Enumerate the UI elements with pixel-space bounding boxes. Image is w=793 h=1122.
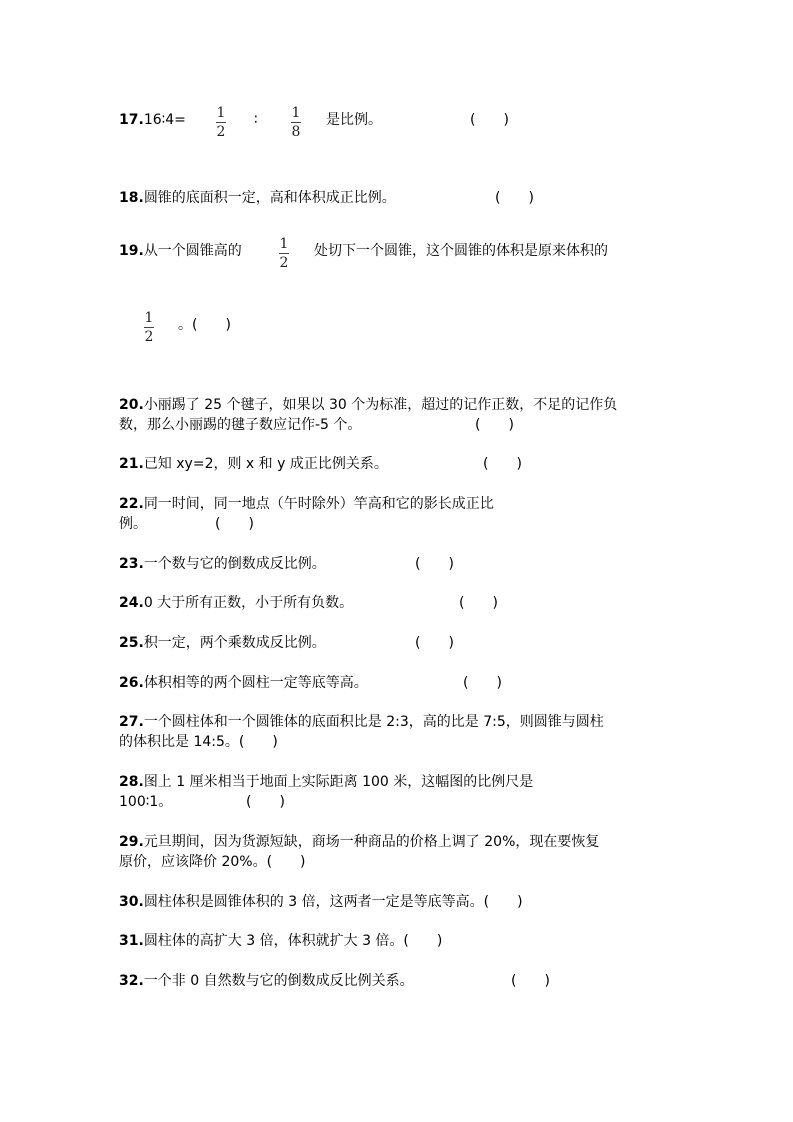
- question-30: [119, 892, 523, 912]
- answer-blank[interactable]: ( ): [415, 635, 454, 651]
- question-text-line2: 的体积比是 14:5。( ): [119, 734, 278, 750]
- question-number: 21.: [119, 456, 144, 472]
- question-31: [119, 931, 442, 951]
- answer-blank[interactable]: ( ): [470, 112, 509, 128]
- numerator: 1: [291, 105, 301, 121]
- question-number: 31.: [119, 933, 144, 949]
- question-32: [119, 971, 414, 991]
- ratio-colon: ∶: [254, 112, 258, 128]
- question-text: 一个圆柱体和一个圆锥体的底面积比是 2:3，高的比是 7:5，则圆锥与圆柱: [143, 714, 604, 730]
- question-18: [119, 188, 396, 208]
- question-text: 16∶4=: [143, 112, 186, 128]
- answer-blank[interactable]: ( ): [483, 456, 522, 472]
- numerator: 1: [144, 310, 154, 326]
- question-number: 24.: [119, 595, 144, 611]
- question-text: 一个非 0 自然数与它的倒数成反比例关系。: [143, 973, 414, 989]
- question-number: 25.: [119, 635, 144, 651]
- question-22: [119, 494, 494, 514]
- question-text-line2: 原价，应该降价 20%。( ): [119, 854, 306, 870]
- denominator: 8: [291, 124, 301, 140]
- question-text-line2: 例。: [119, 516, 147, 532]
- question-17: [119, 110, 186, 130]
- fraction: [216, 106, 226, 139]
- question-text: 处切下一个圆锥，这个圆锥的体积是原来体积的: [314, 243, 608, 259]
- fraction: [279, 237, 289, 270]
- answer-blank[interactable]: ( ): [459, 595, 498, 611]
- question-number: 22.: [119, 496, 144, 512]
- question-number: 26.: [119, 675, 144, 691]
- question-text: 圆柱体积是圆锥体积的 3 倍，这两者一定是等底等高。( ): [143, 894, 523, 910]
- question-number: 23.: [119, 556, 144, 572]
- question-number: 19.: [119, 243, 144, 259]
- question-26: [119, 673, 368, 693]
- question-number: 20.: [119, 397, 144, 413]
- question-text: 0 大于所有正数，小于所有负数。: [143, 595, 354, 611]
- question-text: 是比例。: [326, 112, 382, 128]
- question-text-line2: 数，那么小丽踢的毽子数应记作-5 个。: [119, 417, 362, 433]
- question-text: 图上 1 厘米相当于地面上实际距离 100 米，这幅图的比例尺是: [143, 774, 534, 790]
- question-text-line2: 100∶1。: [119, 794, 173, 810]
- question-20: [119, 395, 617, 415]
- question-text: 元旦期间，因为货源短缺，商场一种商品的价格上调了 20%，现在要恢复: [143, 834, 600, 850]
- answer-blank[interactable]: ( ): [475, 417, 514, 433]
- question-number: 30.: [119, 894, 144, 910]
- fraction: [144, 311, 154, 344]
- question-number: 32.: [119, 973, 144, 989]
- question-number: 18.: [119, 190, 144, 206]
- question-text: 小丽踢了 25 个毽子，如果以 30 个为标准，超过的记作正数，不足的记作负: [143, 397, 618, 413]
- question-text: 圆柱体的高扩大 3 倍，体积就扩大 3 倍。( ): [143, 933, 443, 949]
- numerator: 1: [279, 236, 289, 252]
- question-text: 积一定，两个乘数成反比例。: [143, 635, 326, 651]
- question-19: [119, 241, 242, 261]
- fraction: [291, 106, 301, 139]
- question-25: [119, 633, 326, 653]
- question-text: 同一时间，同一地点（午时除外）竿高和它的影长成正比: [143, 496, 494, 512]
- question-text: 圆锥的底面积一定，高和体积成正比例。: [143, 190, 396, 206]
- question-number: 29.: [119, 834, 144, 850]
- question-21: [119, 454, 388, 474]
- answer-blank[interactable]: ( ): [415, 556, 454, 572]
- denominator: 2: [279, 255, 289, 271]
- question-29: [119, 832, 599, 852]
- answer-blank[interactable]: ( ): [495, 190, 534, 206]
- question-23: [119, 554, 326, 574]
- question-number: 17.: [119, 112, 144, 128]
- numerator: 1: [216, 105, 226, 121]
- question-27: [119, 712, 604, 732]
- answer-blank[interactable]: 。( ): [178, 317, 231, 333]
- answer-blank[interactable]: ( ): [463, 675, 502, 691]
- denominator: 2: [216, 124, 226, 140]
- denominator: 2: [144, 329, 154, 345]
- question-number: 27.: [119, 714, 144, 730]
- answer-blank[interactable]: ( ): [246, 794, 285, 810]
- question-text: 体积相等的两个圆柱一定等底等高。: [143, 675, 368, 691]
- question-text: 已知 xy=2，则 x 和 y 成正比例关系。: [143, 456, 388, 472]
- question-number: 28.: [119, 774, 144, 790]
- answer-blank[interactable]: ( ): [215, 516, 254, 532]
- question-28: [119, 772, 533, 792]
- question-text: 一个数与它的倒数成反比例。: [143, 556, 326, 572]
- answer-blank[interactable]: ( ): [511, 973, 550, 989]
- question-text: 从一个圆锥高的: [143, 243, 242, 259]
- question-24: [119, 593, 353, 613]
